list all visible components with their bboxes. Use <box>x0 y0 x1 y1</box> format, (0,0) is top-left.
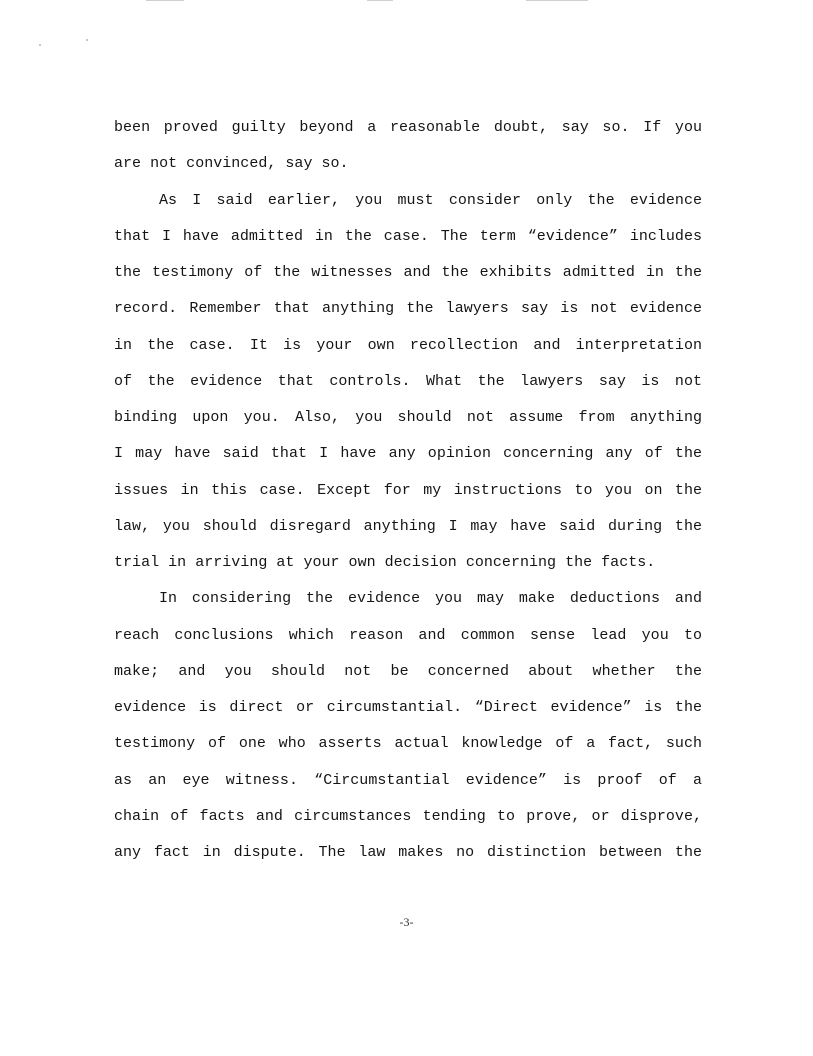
text-line: that I have admitted in the case. The term “evidence” includes <box>114 227 702 245</box>
text-line: In considering the evidence you may make deductions and <box>159 590 702 608</box>
text-line: the testimony of the witnesses and the exhibits admitted in the <box>114 264 702 281</box>
text-line: as an eye witness. “Circumstantial evidence” is proof of a <box>114 771 702 789</box>
text-line: reach conclusions which reason and common sense lead you to <box>114 626 702 644</box>
text-line: in the case. It is your own recollection and interpretation <box>114 336 702 354</box>
text-line: chain of facts and circumstances tending to prove, or disprove, <box>114 807 702 825</box>
text-line: binding upon you. Also, you should not assume from anything <box>114 409 702 426</box>
scan-artifact <box>86 39 88 41</box>
text-line: are not convinced, say so. <box>114 155 349 173</box>
text-line: make; and you should not be concerned about whether the <box>114 662 702 680</box>
scan-artifact <box>146 0 184 1</box>
scan-artifact <box>526 0 588 1</box>
text-line: I may have said that I have any opinion concerning any of the <box>114 445 702 463</box>
text-line: any fact in dispute. The law makes no distinction between the <box>114 844 702 861</box>
body-text <box>114 110 702 871</box>
text-line: issues in this case. Except for my instructions to you on the <box>114 481 702 499</box>
text-line: testimony of one who asserts actual knowledge of a fact, such <box>114 735 702 753</box>
text-line: record. Remember that anything the lawyers say is not evidence <box>114 300 702 318</box>
scan-artifact <box>367 0 393 1</box>
text-line: As I said earlier, you must consider only the evidence <box>159 191 702 209</box>
text-line: of the evidence that controls. What the lawyers say is not <box>114 372 702 390</box>
page-number: -3- <box>399 915 414 929</box>
text-line: been proved guilty beyond a reasonable doubt, say so. If you <box>114 119 702 136</box>
scan-artifact <box>39 44 41 46</box>
text-line: evidence is direct or circumstantial. “Direct evidence” is the <box>114 699 702 716</box>
text-line: trial in arriving at your own decision concerning the facts. <box>114 554 656 571</box>
text-line: law, you should disregard anything I may have said during the <box>114 517 702 535</box>
